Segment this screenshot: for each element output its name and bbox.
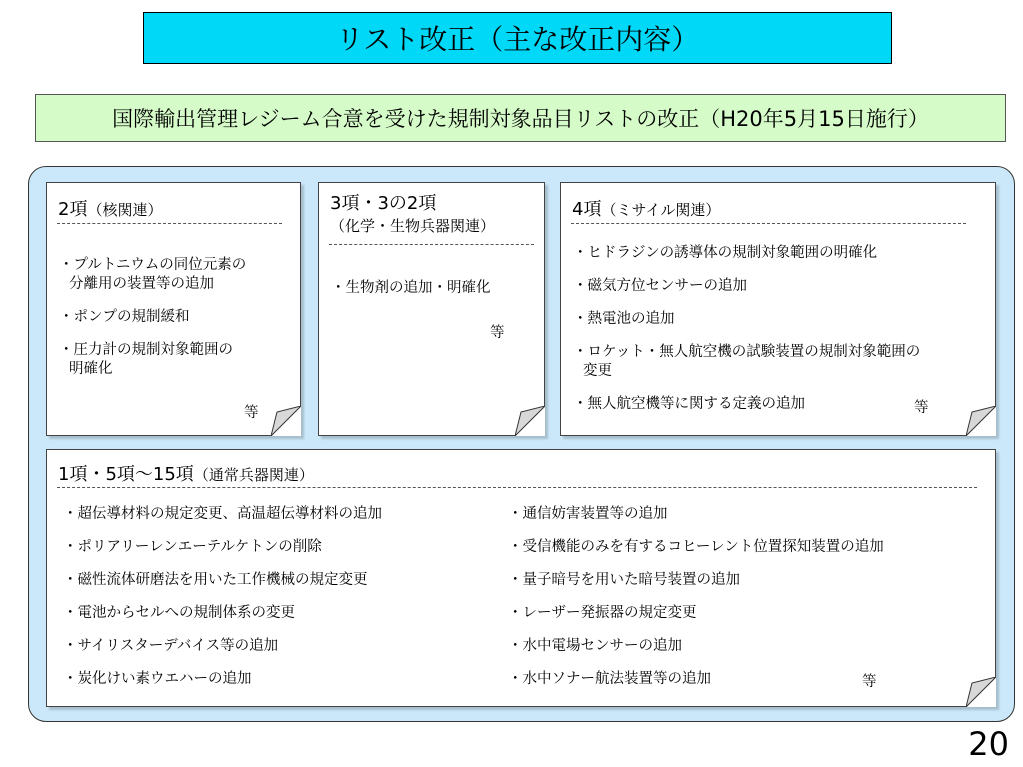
- card-heading: 4項（ミサイル関連）: [572, 199, 721, 220]
- list-item: ・圧力計の規制対象範囲の 明確化: [59, 342, 233, 377]
- list-item: ・量子暗号を用いた暗号装置の追加: [508, 572, 740, 588]
- etc-label: 等: [862, 674, 877, 690]
- card-item-4: [560, 182, 996, 436]
- card-item-list-left: [63, 505, 382, 703]
- list-item: ・通信妨害装置等の追加: [508, 506, 668, 522]
- card-heading: 1項・5項～15項（通常兵器関連）: [58, 464, 314, 485]
- card-heading: 2項（核関連）: [58, 199, 163, 220]
- content-panel: [28, 166, 1015, 722]
- list-item: ・超伝導材料の規定変更、高温超伝導材料の追加: [63, 506, 382, 522]
- page-curl-icon: [966, 677, 996, 707]
- slide-title: リスト改正（主な改正内容）: [143, 12, 892, 64]
- list-item: ・電池からセルへの規制体系の変更: [63, 605, 295, 621]
- list-item: ・ヒドラジンの誘導体の規制対象範囲の明確化: [573, 245, 878, 261]
- card-item-list-right: [508, 505, 884, 703]
- list-item: ・水中ソナー航法装置等の追加: [508, 671, 711, 687]
- card-heading: 3項・3の2項 （化学・生物兵器関連）: [330, 193, 496, 235]
- etc-label: 等: [244, 405, 259, 421]
- list-item: ・無人航空機等に関する定義の追加: [573, 396, 805, 412]
- page-curl-icon: [515, 406, 545, 436]
- card-item-list: [59, 256, 246, 393]
- card-item-list: [573, 244, 920, 428]
- page-curl-icon: [966, 406, 996, 436]
- list-item: ・磁性流体研磨法を用いた工作機械の規定変更: [63, 572, 368, 588]
- etc-label: 等: [914, 400, 929, 416]
- slide-subtitle: 国際輸出管理レジーム合意を受けた規制対象品目リストの改正（H20年5月15日施行）: [35, 94, 1006, 142]
- list-item: ・プルトニウムの同位元素の 分離用の装置等の追加: [59, 257, 247, 292]
- card-item-list: [331, 279, 491, 312]
- page-number: 20: [968, 725, 1009, 763]
- card-item-1-5-15: [46, 449, 996, 707]
- list-item: ・レーザー発振器の規定変更: [508, 605, 697, 621]
- list-item: ・サイリスターデバイス等の追加: [63, 638, 279, 654]
- card-item-3: [318, 182, 545, 436]
- list-item: ・ポリアリーレンエーテルケトンの削除: [63, 539, 322, 555]
- list-item: ・受信機能のみを有するコヒーレント位置探知装置の追加: [508, 539, 884, 555]
- list-item: ・ロケット・無人航空機の試験装置の規制対象範囲の 変更: [573, 344, 921, 379]
- card-item-2: [46, 182, 301, 436]
- list-item: ・生物剤の追加・明確化: [331, 280, 491, 296]
- etc-label: 等: [490, 325, 505, 341]
- list-item: ・磁気方位センサーの追加: [573, 278, 747, 294]
- list-item: ・水中電場センサーの追加: [508, 638, 682, 654]
- page-curl-icon: [271, 406, 301, 436]
- list-item: ・炭化けい素ウエハーの追加: [63, 671, 252, 687]
- list-item: ・熱電池の追加: [573, 311, 675, 327]
- list-item: ・ポンプの規制緩和: [59, 309, 190, 325]
